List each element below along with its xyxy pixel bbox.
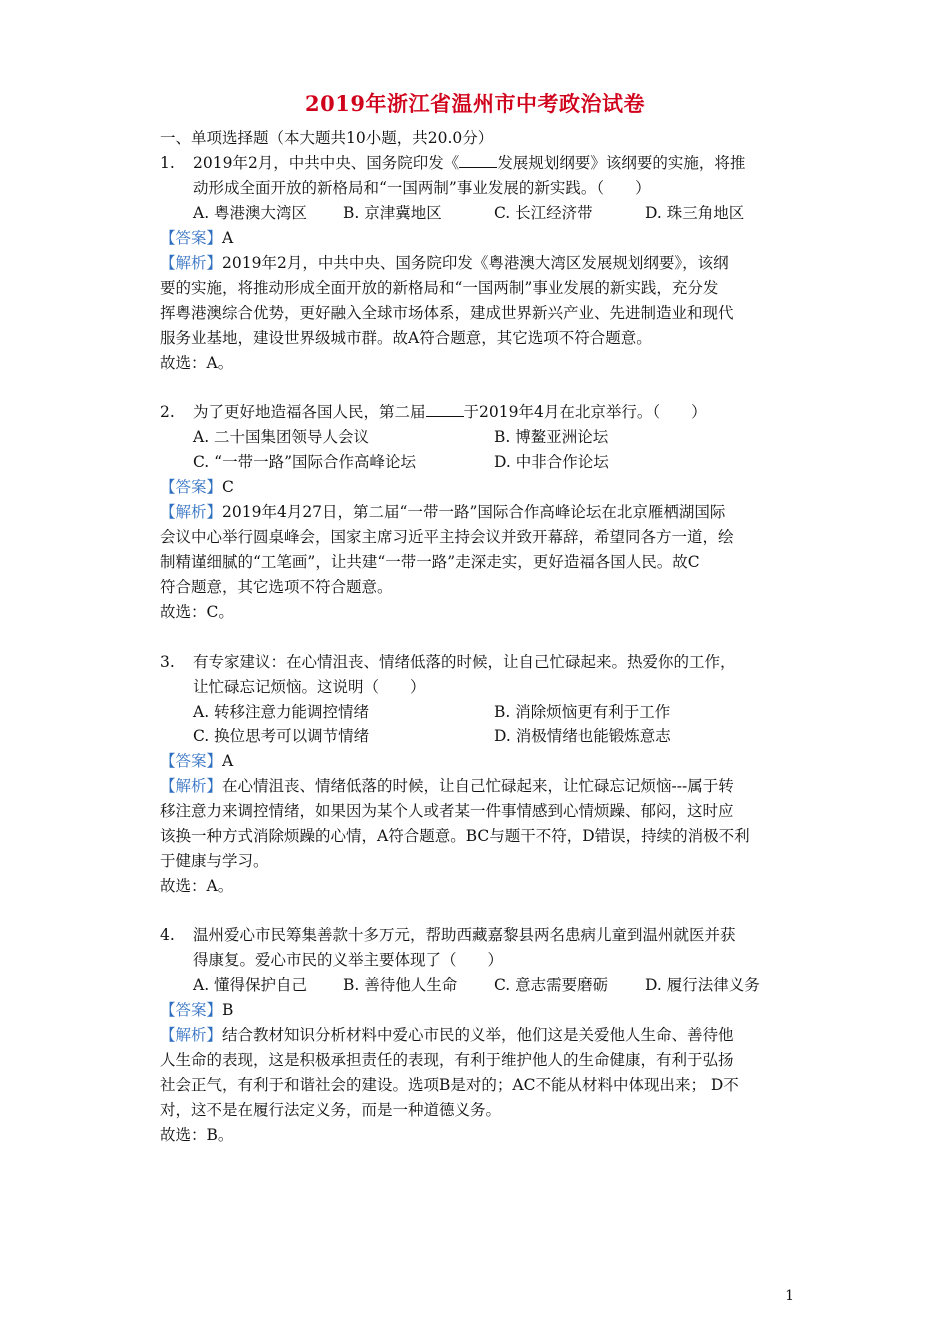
option-c: C. 换位思考可以调节情绪: [193, 727, 370, 745]
analysis-line: 【解析】结合教材知识分析材料中爱心市民的义举，他们这是关爱他人生命、善待他: [160, 1026, 734, 1044]
question-number: 3.: [160, 653, 175, 671]
analysis-line: 于健康与学习。: [160, 852, 269, 870]
analysis-line: 会议中心举行圆桌峰会，国家主席习近平主持会议并致开幕辞，希望同各方一道，绘: [160, 528, 734, 546]
analysis-line: 移注意力来调控情绪，如果因为某个人或者某一件事情感到心情烦躁、郁闷，这时应: [160, 802, 734, 820]
conclusion: 故选：A。: [160, 354, 234, 372]
conclusion: 故选：B。: [160, 1126, 234, 1144]
analysis-line: 挥粤港澳综合优势，更好融入全球市场体系，建成世界新兴产业、先进制造业和现代: [160, 304, 734, 322]
answer-value: C: [222, 478, 234, 496]
fill-blank: [459, 153, 497, 168]
question-stem-line: 温州爱心市民筹集善款十多万元，帮助西藏嘉黎县两名患病儿童到温州就医并获: [193, 926, 736, 944]
question-stem-line: 得康复。爱心市民的义举主要体现了（ ）: [193, 951, 504, 969]
analysis-tag: 【解析】: [160, 1026, 223, 1044]
option-c: C. “一带一路”国际合作高峰论坛: [193, 453, 417, 471]
answer-line: [160, 226, 233, 250]
question-stem-line: 2019年2月，中共中央、国务院印发《 发展规划纲要》该纲要的实施，将推: [193, 154, 746, 172]
question-number: 1.: [160, 154, 175, 172]
option-a: A. 懂得保护自己: [193, 976, 308, 994]
page-number: 1: [785, 1288, 794, 1304]
option-a: A. 粤港澳大湾区: [193, 204, 308, 222]
answer-line: [160, 998, 233, 1022]
option-b: B. 京津冀地区: [343, 204, 442, 222]
answer-line: [160, 475, 234, 499]
answer-tag: 【答案】: [160, 752, 223, 770]
analysis-line: 该换一种方式消除烦躁的心情，A符合题意。BC与题干不符，D错误，持续的消极不利: [160, 827, 750, 845]
conclusion: 故选：A。: [160, 877, 234, 895]
conclusion: 故选：C。: [160, 603, 234, 621]
answer-value: A: [222, 229, 234, 247]
question-number: 4.: [160, 926, 175, 944]
analysis-line: 【解析】2019年4月27日，第二届“一带一路”国际合作高峰论坛在北京雁栖湖国际: [160, 503, 726, 521]
answer-line: [160, 749, 233, 773]
answer-tag: 【答案】: [160, 229, 223, 247]
option-b: B. 消除烦恼更有利于工作: [494, 703, 671, 721]
option-a: A. 转移注意力能调控情绪: [193, 703, 370, 721]
analysis-line: 制精谨细腻的“工笔画”，让共建“一带一路”走深走实，更好造福各国人民。故C: [160, 553, 700, 571]
analysis-line: 服务业基地，建设世界级城市群。故A符合题意，其它选项不符合题意。: [160, 329, 652, 347]
option-d: D. 中非合作论坛: [494, 453, 609, 471]
analysis-line: 要的实施，将推动形成全面开放的新格局和“一国两制”事业发展的新实践，充分发: [160, 279, 719, 297]
option-c: C. 长江经济带: [494, 204, 593, 222]
option-a: A. 二十国集团领导人会议: [193, 428, 370, 446]
exam-title: 2019年浙江省温州市中考政治试卷: [305, 91, 645, 116]
section-heading: 一、单项选择题（本大题共10小题，共20.0分）: [160, 129, 494, 147]
analysis-line: 社会正气，有利于和谐社会的建设。选项B是对的；AC不能从材料中体现出来； D不: [160, 1076, 739, 1094]
analysis-line: 人生命的表现，这是积极承担责任的表现，有利于维护他人的生命健康，有利于弘扬: [160, 1051, 734, 1069]
question-stem-line: 让忙碌忘记烦恼。这说明（ ）: [193, 678, 426, 696]
analysis-tag: 【解析】: [160, 254, 223, 272]
analysis-tag: 【解析】: [160, 777, 223, 795]
analysis-tag: 【解析】: [160, 503, 223, 521]
answer-value: A: [222, 752, 234, 770]
analysis-line: 【解析】2019年2月，中共中央、国务院印发《粤港澳大湾区发展规划纲要》，该纲: [160, 254, 729, 272]
option-b: B. 善待他人生命: [343, 976, 458, 994]
option-d: D. 珠三角地区: [645, 204, 745, 222]
answer-tag: 【答案】: [160, 1001, 223, 1019]
fill-blank: [426, 402, 464, 417]
option-c: C. 意志需要磨砺: [494, 976, 609, 994]
answer-value: B: [222, 1001, 234, 1019]
question-stem-line: 动形成全面开放的新格局和“一国两制”事业发展的新实践。（ ）: [193, 179, 651, 197]
analysis-line: 对，这不是在履行法定义务，而是一种道德义务。: [160, 1101, 502, 1119]
question-stem-line: 有专家建议：在心情沮丧、情绪低落的时候，让自己忙碌起来。热爱你的工作，: [193, 653, 736, 671]
answer-tag: 【答案】: [160, 478, 223, 496]
question-stem-line: 为了更好地造福各国人民，第二届 于2019年4月在北京举行。（ ）: [193, 403, 707, 421]
question-number: 2.: [160, 403, 175, 421]
analysis-line: 符合题意，其它选项不符合题意。: [160, 578, 393, 596]
option-d: D. 消极情绪也能锻炼意志: [494, 727, 671, 745]
analysis-line: 【解析】在心情沮丧、情绪低落的时候，让自己忙碌起来，让忙碌忘记烦恼---属于转: [160, 777, 734, 795]
option-b: B. 博鳌亚洲论坛: [494, 428, 609, 446]
option-d: D. 履行法律义务: [645, 976, 760, 994]
